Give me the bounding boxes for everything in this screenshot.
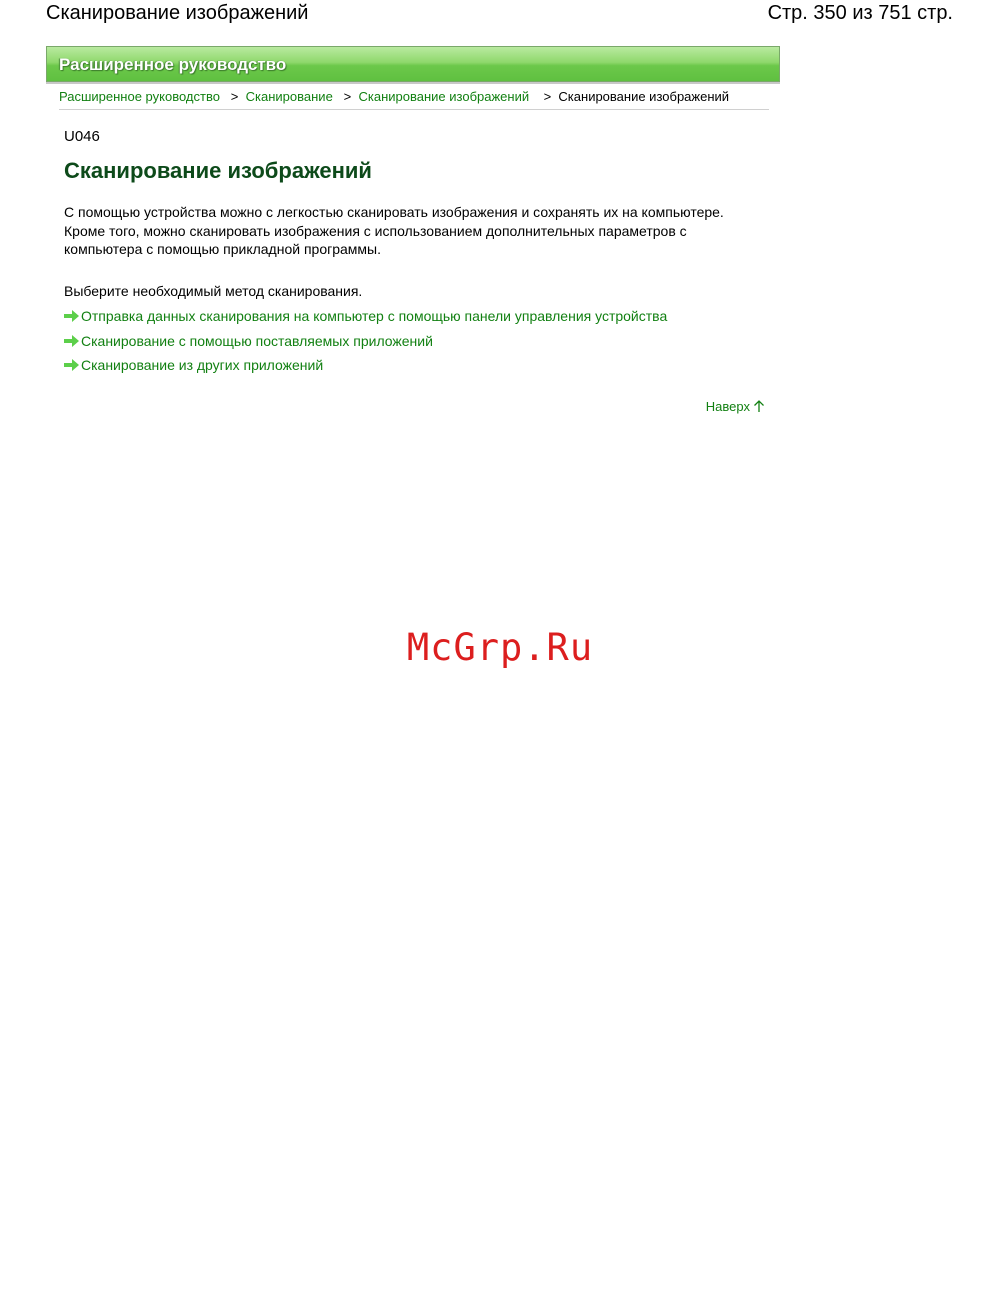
arrow-right-icon	[64, 310, 79, 322]
choose-method-text: Выберите необходимый метод сканирования.	[64, 283, 363, 299]
list-item	[64, 307, 667, 332]
back-to-top-label: Наверх	[705, 399, 750, 414]
intro-paragraph-1: С помощью устройства можно с легкостью сканировать изображения и сохранять их на компьютере.	[64, 204, 724, 220]
breadcrumb-current: Сканирование изображений	[558, 89, 730, 104]
section-banner	[46, 46, 780, 82]
watermark: McGrp.Ru	[406, 626, 594, 669]
intro-paragraph-2: Кроме того, можно сканировать изображения с использованием дополнительных параметров с компьютера с помощью прикладной программы.	[64, 222, 687, 257]
breadcrumb	[59, 89, 769, 105]
breadcrumb-item-scanning-images[interactable]: Сканирование изображений	[358, 89, 530, 104]
scan-method-links	[64, 307, 667, 381]
back-to-top-link[interactable]	[706, 399, 765, 414]
breadcrumb-item-scanning[interactable]: Сканирование	[245, 89, 333, 104]
link-scan-supplied-apps[interactable]: Сканирование с помощью поставляемых приложений	[81, 332, 433, 349]
link-send-scan-from-panel[interactable]: Отправка данных сканирования на компьютер с помощью панели управления устройства	[81, 308, 668, 324]
breadcrumb-separator: >	[543, 89, 552, 104]
arrow-right-icon	[64, 335, 79, 347]
arrow-right-icon	[64, 359, 79, 371]
breadcrumb-divider	[59, 109, 769, 110]
page-counter: Стр. 350 из 751 стр.	[767, 2, 953, 24]
breadcrumb-separator: >	[230, 89, 239, 104]
intro-text	[64, 203, 754, 259]
list-item	[64, 332, 667, 357]
arrow-up-icon	[753, 400, 765, 413]
page-title: Сканирование изображений	[64, 158, 372, 183]
breadcrumb-item-advanced-guide[interactable]: Расширенное руководство	[59, 89, 220, 104]
document-code: U046	[64, 128, 100, 145]
banner-title: Расширенное руководство	[59, 55, 287, 74]
link-scan-other-apps[interactable]: Сканирование из других приложений	[81, 357, 324, 373]
breadcrumb-separator: >	[343, 89, 352, 104]
banner-divider	[46, 82, 780, 84]
page-header-title: Сканирование изображений	[46, 2, 309, 24]
list-item	[64, 356, 667, 381]
